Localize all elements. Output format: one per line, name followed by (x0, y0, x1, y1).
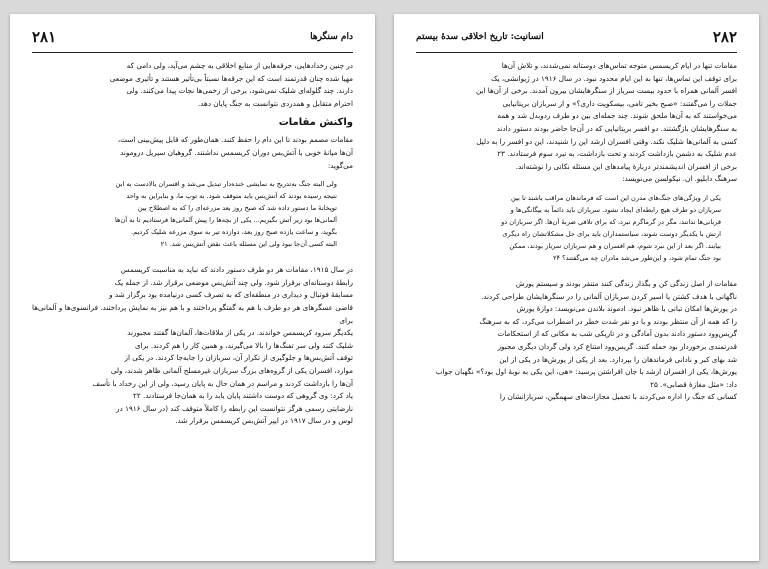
right-running-title: انسانیت: تاریخ اخلاقی سدهٔ بیستم (416, 32, 544, 42)
text-line: شد بهای کبر و نادانی فرماندهان را بپردازد. بعد از یکی از یورش‌ها در یکی از این (499, 354, 737, 364)
left-page-number: ۲۸۱ (32, 28, 57, 46)
text-line: احترام متقابل و همدردی نتوانست به جنگ پایان دهد. (197, 98, 353, 108)
text-line: آن‌ها میانهٔ خوبی با آتش‌بس دوران کریسمس نداشتند. گروهبان سیریل دروموند (120, 147, 353, 157)
text-line: آن‌ها را بازداشت کردند و مراسم در همان حال به پایان رسید، ولی از این رخداد با تأسف (92, 378, 353, 388)
text-line: جملات را می‌گفتند: «صبح بخیر تامی، بیسکویت داری؟» و از سربازان بریتانیایی (502, 98, 737, 108)
text-line: لوس و در سال ۱۹۱۷ در ایپر آتش‌بس کریسمس برقرار شد. (175, 416, 353, 426)
right-page-header (416, 28, 737, 53)
right-block-quote (416, 192, 721, 264)
section-heading: واکنش مقامات (278, 117, 353, 129)
left-paragraph-2 (32, 134, 353, 172)
text-line: یورش‌ها، یکی از افسران ارشد با جان افراشتن پرسید: «هی، این یکی به نوبهٔ اول بود؟» نگهبان جواب (435, 367, 737, 377)
text-line: افسر آلمانی همراه با حدود بیست سرباز از سنگرهایشان بیرون آمدند. برخی از آن‌ها این (476, 86, 737, 96)
quote-line: آلمانی‌ها بود زیر آتش بگیریم... یکی از بچه‌ها را پیش آلمانی‌ها فرستادیم تا به آن‌ها (114, 216, 337, 225)
text-line: مهیا شده چنان قدرتمند است که این جرقه‌ها نسبتاً بی‌تأثیر هستند و تأثیری موضعی (109, 73, 353, 83)
text-line: نارضایتی رسمی هرگز نتوانست این رابطه را کاملاً متوقف کند (در سال ۱۹۱۶ در (116, 403, 353, 413)
text-line: سرهنگ دابلیو. ان. نیکولسن می‌نویسد: (622, 174, 737, 184)
quote-line: نتیجه رسیده بودند که آتش‌بس باید متوقف شود. به توپ ما، و بنابراین به واحد (126, 192, 337, 201)
text-line: می‌خواستند که به آن‌ها ملحق شوند. چند جمله‌ای بین دو طرف ردوبدل شد و همه (497, 111, 737, 121)
text-line: قدرتمندی برخوردار بود حمله کنند. گریس‌وود امتناع کرد ولی گردان دیگری مجبور (497, 341, 737, 351)
text-line: قاضی عسگرهای هر دو طرف با هم به گفتگو پرداختند و با هم نیز به نمایش پرداختند. فرانسوی‌ها و آلمانی‌ها برای (32, 302, 353, 325)
text-line: دارند. چند گلوله‌ای شلیک نمی‌شود، برخی از زخمی‌ها نجات پیدا می‌کنند. ولی (126, 86, 353, 96)
text-line: برای توقف این تماس‌ها، تنها به این ایام محدود نبود. در سال ۱۹۱۶ در ژیوانشی، یک (491, 73, 737, 83)
quote-line: یکی از ویژگی‌های جنگ‌های مدرن این است که فرماندهان مراقب باشند تا بین (511, 193, 721, 202)
left-paragraph-3 (32, 264, 353, 428)
text-line: مقامات مصمم بودند تا این دام را حفظ کنند. همان‌طور که قابل پیش‌بینی است، (117, 135, 353, 145)
text-line: در سال ۱۹۱۵، مقامات هر دو طرف دستور دادند که نباید به مناسبت کریسمس (120, 265, 353, 275)
text-line: یکدیگر سرود کریسمس خواندند. در یکی از ملاقات‌ها، آلمان‌ها گفتند مجبورند (127, 328, 353, 338)
right-page (394, 14, 759, 561)
text-line: گریس‌وود دستور دادند بدون آمادگی و در تاریکی شب به مکانی که از استحکامات (497, 329, 737, 339)
left-page (10, 14, 375, 561)
text-line: در چنین رخدادهایی، جرقه‌هایی از منابع اخلاقی به چشم می‌آید، ولی دامی که (126, 61, 353, 70)
right-page-body (416, 60, 737, 406)
text-line: شلیک کنند ولی سر تفنگ‌ها را بالا می‌گیرند، و همین کار را هم کردند. برای (134, 340, 353, 350)
text-line: مقامات از اصل زندگی کن و بگذار زندگی کنند متنفر بودند و سیستم یورش (515, 278, 737, 288)
text-line: می‌گوید: (327, 160, 353, 170)
left-page-body (32, 60, 353, 430)
text-line: مقامات تنها در ایام کریسمس متوجه تماس‌های دوستانه نمی‌شدند، و تلاش آن‌ها (501, 61, 737, 70)
left-block-quote (32, 178, 337, 250)
left-page-header (32, 28, 353, 53)
quote-line: ارتش با یکدیگر دوست شوند، سیاستمداران باید برای حل مشکلاتشان راه دیگری (502, 229, 721, 238)
quote-line: بیابند. اگر بعد از این نبرد شوم، هم افسران و هم سربازان سرباز بودند، ممکن (509, 241, 721, 250)
text-line: یاد کرد: وی گروهی که دوست داشتند پایان یابد را به همان‌جا فرستادند. ۲۲ (133, 391, 353, 401)
text-line: موارد، افسران یکی از گروه‌های بزرگ سربازان غیرمسلح آلمانی ظاهر شدند، ولی (110, 365, 353, 375)
quote-line: سربازان دو طرف هیچ رابطه‌ای ایجاد نشود. سربازان باید دائماً به بیگانگی‌ها و (510, 205, 721, 214)
text-line: کسی به آلمانی‌ها شلیک نکند. وقتی افسران ارشد این را شنیدند، این دو افسر را به دلیل (476, 136, 737, 146)
text-line: را که همه از آن منتظر بودند و با دو نفر شدت خطر در اضطراب می‌کرد، که به سرهنگ (479, 316, 737, 326)
right-page-number: ۲۸۲ (712, 28, 737, 46)
right-paragraph-2 (416, 278, 737, 404)
text-line: توقف آتش‌بس‌ها و جلوگیری از تکرار آن، سربازان را جابه‌جا کردند. در یکی از (124, 353, 353, 363)
quote-line: قربانی‌ها ندانند، مگر در گرماگرم نبرد، که برای تلافی ضربهٔ آن‌ها. اگر سربازان دو (501, 217, 721, 226)
quote-line: بود جنگ تمام شود، و این‌طور می‌شد مادران چه می‌گفتند؟ ۲۴ (552, 253, 721, 262)
text-line: در یورش‌ها امکان تبانی با ظاهر نبود. ادموند بلاندن می‌نویسد: دوازهٔ یورش (516, 304, 737, 314)
quote-line: بگوید، و ساعت یازده صبح روز بعد، دوازده تیر به سوی مزرعه شلیک کردیم. (130, 228, 337, 237)
quote-line: توپخانهٔ ما دستور داده شد که صبح روز بعد مزرعه‌ای را که به اصطلاح بین (137, 204, 337, 213)
text-line: عدم شلیک به دشمن بازداشت کردند و تحت بازداشت، به نبرد سوم فرستادند. ۲۳ (497, 149, 737, 159)
text-line: کسانی که جنگ را اداره می‌کردند با تحمیل مجازات‌های سهمگین، سربازانشان را (499, 392, 737, 402)
right-paragraph-1 (416, 60, 737, 186)
text-line: رابطهٔ دوستانه‌ای برقرار شود. ولی چند آتش‌بس موضعی برقرار شد. از جمله یک (114, 277, 353, 287)
quote-line: ولی البته جنگ به‌تدریج به نمایشی خنده‌دار تبدیل می‌شد و افسران بالادست به این (115, 180, 337, 189)
left-paragraph-1 (32, 60, 353, 110)
text-line: ناگهانی با هدف کشتن یا اسیر کردن سربازان آلمانی را در سنگرهایشان طراحی کردند. (480, 291, 737, 301)
text-line: به سنگرهایشان بازگشتند. دو افسر بریتانیایی که در آن‌جا حاضر بودند دستور دادند (496, 123, 737, 133)
quote-line: البته کسی آن‌جا نبود ولی این مسئله باعث نقض آتش‌بس شد. ۲۱ (160, 240, 337, 249)
left-running-title: دام سنگرها (310, 32, 353, 42)
text-line: داد: «مثل مغازهٔ قصابی». ۲۵ (650, 379, 737, 389)
text-line: مسابقهٔ فوتبال و دیداری در منطقه‌ای که به تصرف کسی درنیامده بود برگزار شد و (109, 290, 353, 300)
text-line: برخی از افسران اندیشمندتر دربارهٔ پیامدهای این مسئله نکاتی را نوشته‌اند. (515, 161, 737, 171)
